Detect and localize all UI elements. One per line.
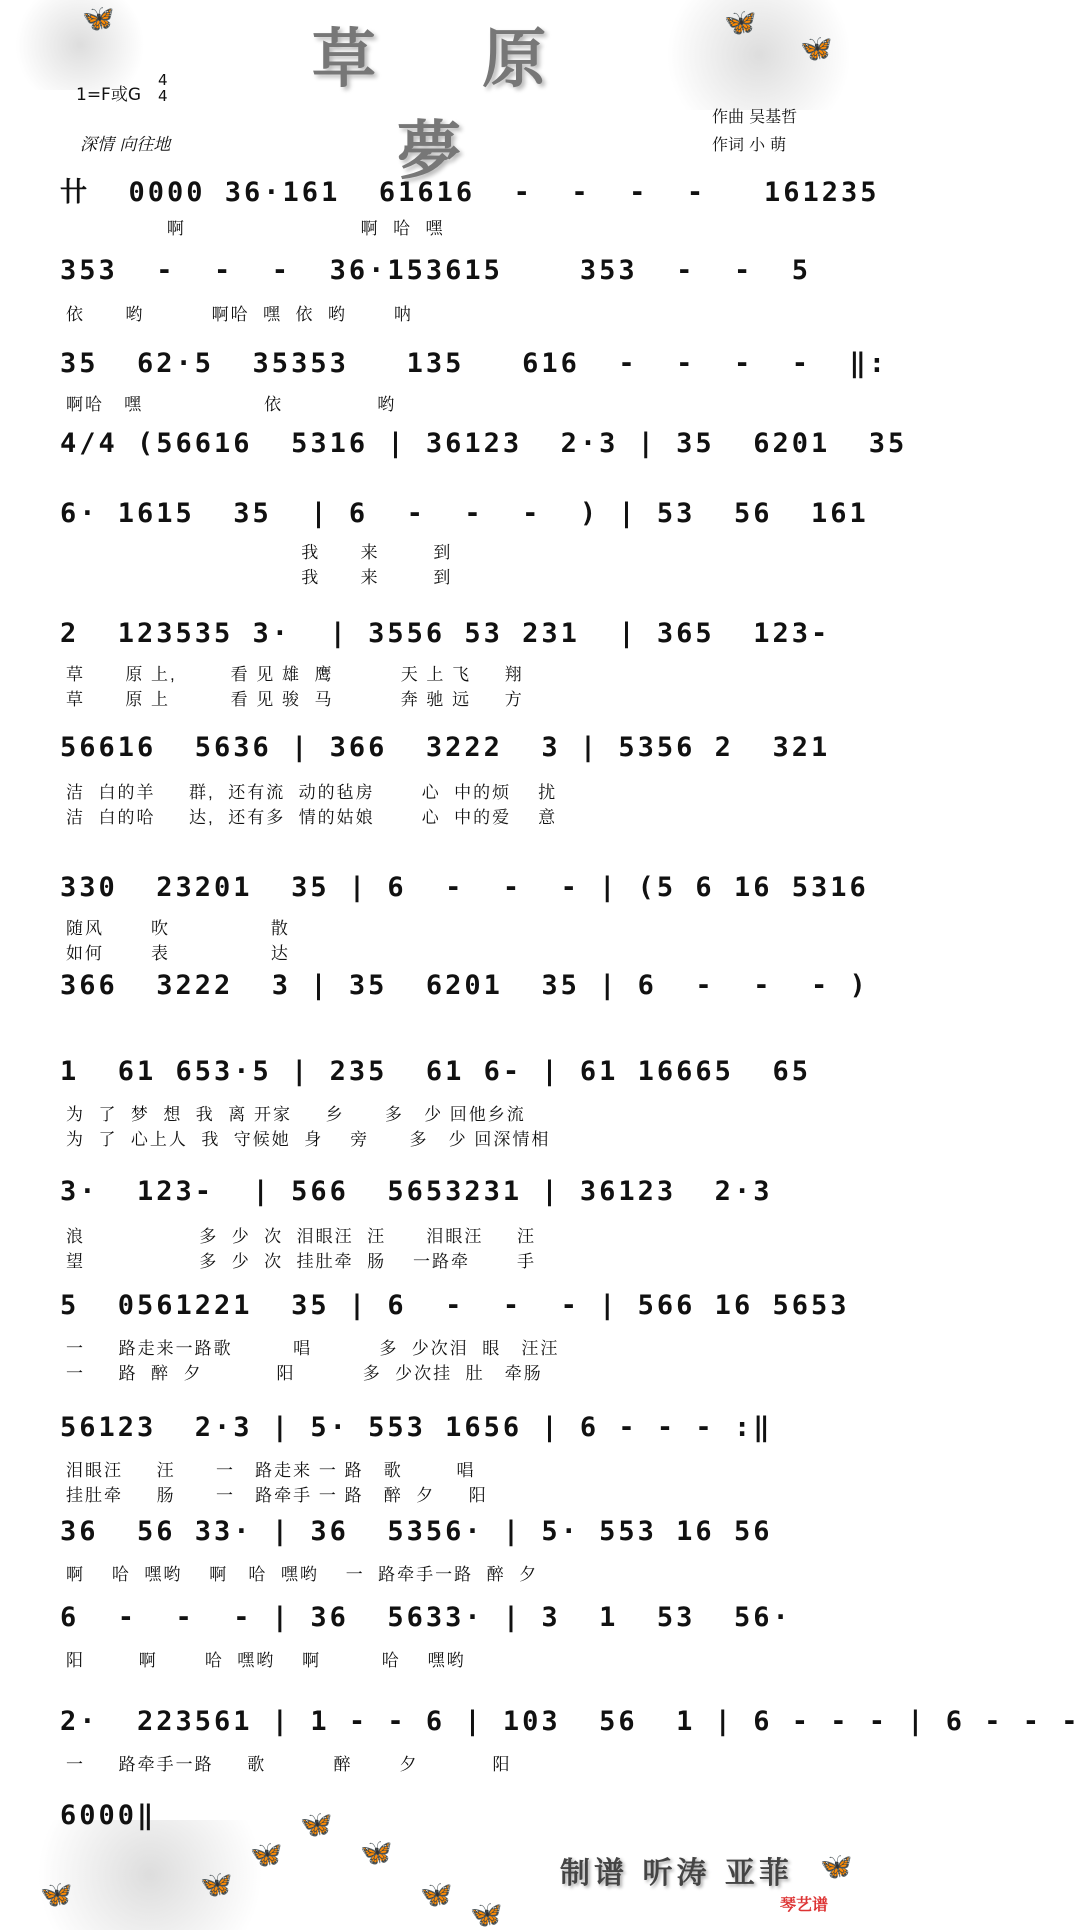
site-watermark: 琴艺谱 [780, 1895, 829, 1914]
notation-line: 6 - - - | 36 5633· | 3 1 53 56· [60, 1602, 792, 1633]
lyric-line: 草 原 上, 看 见 雄 鹰 天 上 飞 翔 草 原 上 看 见 骏 马 奔 驰 远 方 [66, 665, 524, 709]
butterfly-icon: 🦋 [470, 1900, 503, 1930]
key-signature: 1=F或G [76, 85, 142, 105]
lyric-line: 洁 白的羊 群, 还有流 动的毡房 心 中的烦 扰 洁 白的哈 达, 还有多 情的姑娘 心 中的爱 意 [66, 783, 558, 827]
notation-line: 330 23201 35 | 6 - - - | (5 6 16 5316 [60, 872, 869, 903]
corner-flower-decoration [0, 0, 160, 90]
notation-line: 2· 223561 | 1 - - 6 | 103 56 1 | 6 - - - | 6 - - - [60, 1706, 1081, 1737]
lyricist-credit: 作词 小 萌 [712, 135, 787, 154]
butterfly-icon: 🦋 [724, 8, 757, 38]
butterfly-icon: 🦋 [800, 34, 833, 64]
notation-line: 3· 123- | 566 5653231 | 36123 2·3 [60, 1176, 773, 1207]
notation-line: 6000‖ [60, 1800, 157, 1831]
lyric-line: 阳 啊 哈 嘿哟 啊 哈 嘿哟 [66, 1651, 466, 1670]
notation-line: 56123 2·3 | 5· 553 1656 | 6 - - - :‖ [60, 1412, 773, 1443]
notation-line: 4/4 (56616 5316 | 36123 2·3 | 35 6201 35 [60, 428, 908, 459]
time-bottom: 4 [158, 87, 168, 105]
notation-line: 6· 1615 35 | 6 - - - ) | 53 56 161 [60, 498, 869, 529]
butterfly-icon: 🦋 [420, 1880, 453, 1910]
composer-credit: 作曲 吴基哲 [712, 107, 798, 126]
notation-line: 卄 0000 36·161 61616 - - - - 161235 [60, 177, 880, 208]
notation-line: 366 3222 3 | 35 6201 35 | 6 - - - ) [60, 970, 869, 1001]
butterfly-icon: 🦋 [40, 1880, 73, 1910]
lyric-line: 随风 吹 散 如何 表 达 [66, 919, 290, 963]
lyric-line: 啊 哈 嘿哟 啊 哈 嘿哟 一 路牵手一路 醉 夕 [66, 1565, 539, 1584]
lyric-line: 我 来 到 我 来 到 [301, 543, 453, 587]
notation-line: 5 0561221 35 | 6 - - - | 566 16 5653 [60, 1290, 850, 1321]
lyric-line: 泪眼汪 汪 一 路走来 一 路 歌 唱 挂肚牵 肠 一 路牵手 一 路 醉 夕 阳 [66, 1461, 488, 1505]
lyric-line: 一 路牵手一路 歌 醉 夕 阳 [66, 1755, 512, 1774]
notation-line: 353 - - - 36·153615 353 - - 5 [60, 255, 811, 286]
corner-flower-decoration [640, 0, 878, 110]
expression-marking: 深情 向往地 [80, 135, 171, 155]
time-signature [158, 72, 168, 104]
butterfly-icon: 🦋 [200, 1870, 233, 1900]
lyric-line: 为 了 梦 想 我 离 开家 乡 多 少 回他乡流 为 了 心上人 我 守候她 身 旁 多 少 回深情相 [66, 1105, 551, 1149]
song-title: 草 原 夢 [311, 22, 589, 189]
lyric-line: 一 路走来一路歌 唱 多 少次泪 眼 汪汪 一 路 醉 夕 阳 多 少次挂 肚 牵肠 [66, 1339, 560, 1383]
notation-line: 56616 5636 | 366 3222 3 | 5356 2 321 [60, 732, 831, 763]
lyric-line: 依 哟 啊哈 嘿 依 哟 呐 [66, 305, 413, 324]
butterfly-icon: 🦋 [300, 1810, 333, 1840]
notation-line: 2 123535 3· | 3556 53 231 | 365 123- [60, 618, 831, 649]
butterfly-icon: 🦋 [82, 4, 115, 34]
lyric-line: 浪 多 少 次 泪眼汪 汪 泪眼汪 汪 望 多 少 次 挂肚牵 肠 一路牵 手 [66, 1227, 537, 1271]
notation-line: 1 61 653·5 | 235 61 6- | 61 16665 65 [60, 1056, 811, 1087]
butterfly-icon: 🦋 [360, 1838, 393, 1868]
lyric-line: 啊 啊 哈 嘿 [66, 219, 445, 238]
butterfly-icon: 🦋 [820, 1852, 853, 1882]
lyric-line: 啊哈 嘿 依 哟 [66, 395, 397, 414]
time-top: 4 [158, 71, 168, 89]
butterfly-icon: 🦋 [250, 1840, 283, 1870]
transcriber-credit: 制谱 听涛 亚菲 [560, 1856, 793, 1891]
notation-line: 35 62·5 35353 135 616 - - - - ‖: [60, 348, 888, 379]
notation-line: 36 56 33· | 36 5356· | 5· 553 16 56 [60, 1516, 773, 1547]
